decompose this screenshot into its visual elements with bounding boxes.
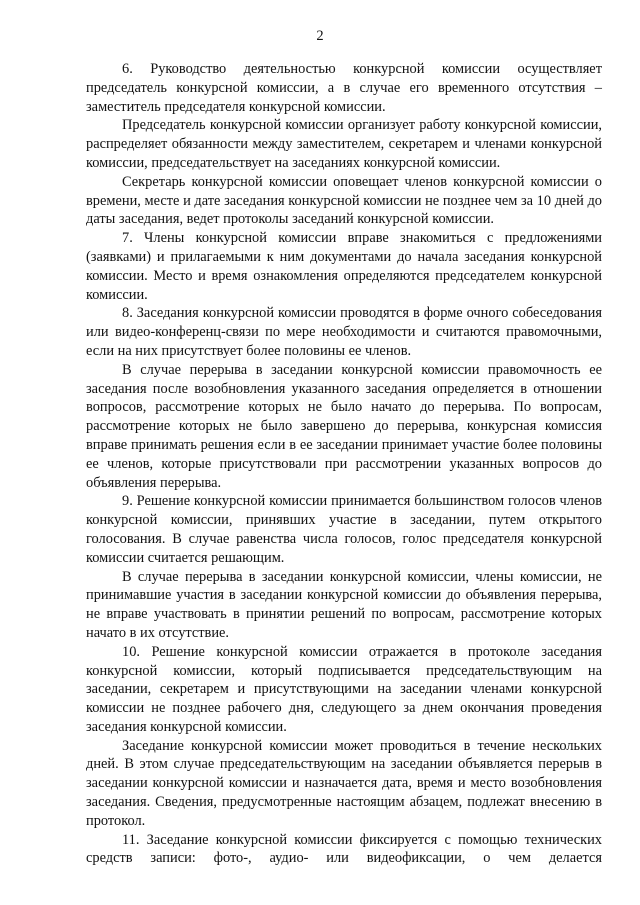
paragraph-11-recording: 11. Заседание конкурсной комиссии фиксируется с помощью технических средств записи: фото-, аудио- или видеофиксации, о чем делается: [86, 831, 602, 867]
paragraph-8-meetings: 8. Заседания конкурсной комиссии проводятся в форме очного собеседования или видео-конференц-связи по мере необходимости и считаются правомочными, если на них присутствует более половины ее членов.: [86, 305, 602, 359]
paragraph-6-leadership: 6. Руководство деятельностью конкурсной комиссии осуществляет председатель конкурсной комиссии, а в случае его временного отсутствия – заместитель председателя конкурсной комиссии.: [86, 61, 602, 115]
paragraph-7-members-rights: 7. Члены конкурсной комиссии вправе знакомиться с предложениями (заявками) и прилагаемыми к ним документами до начала заседания конкурсной комиссии. Место и время ознакомления определяются председателем конкурсной комиссии.: [86, 230, 602, 303]
paragraph-meeting-break: В случае перерыва в заседании конкурсной комиссии правомочность ее заседания после возобновления указанного заседания определяется в отношении вопросов, рассмотрение которых не было начато до перерыва. По вопросам, рассмотрение которых не было завершено до перерыва, конкурсная комиссия вправе принимать решения если в ее заседании принимает участие более половины ее членов, которые присутствовали при рассмотрении указанных вопросов до объявления перерыва.: [86, 361, 602, 491]
paragraph-10-protocol: 10. Решение конкурсной комиссии отражается в протоколе заседания конкурсной комиссии, который подписывается председательствующим на заседании, секретарем и присутствующими на заседании членами конкурсной комиссии не позднее рабочего дня, следующего за днем окончания проведения заседания конкурсной комиссии.: [86, 643, 602, 735]
document-body: [86, 60, 602, 868]
paragraph-break-participation: В случае перерыва в заседании конкурсной комиссии, члены комиссии, не принимавшие участия в заседании конкурсной комиссии до объявления перерыва, не вправе участвовать в принятии решений по вопросам, рассмотрение которых начато в их отсутствие.: [86, 568, 602, 641]
page-number: 2: [316, 28, 324, 44]
paragraph-chairman-duties: Председатель конкурсной комиссии организует работу конкурсной комиссии, распределяет обязанности между заместителем, секретарем и членами конкурсной комиссии, председательствует на заседаниях конкурсной комиссии.: [86, 117, 602, 171]
paragraph-9-decisions: 9. Решение конкурсной комиссии принимается большинством голосов членов конкурсной комиссии, принявших участие в заседании, путем открытого голосования. В случае равенства числа голосов, голос председателя конкурсной комиссии считается решающим.: [86, 493, 602, 566]
paragraph-secretary-duties: Секретарь конкурсной комиссии оповещает членов конкурсной комиссии о времени, месте и дате заседания конкурсной комиссии не позднее чем за 10 дней до даты заседания, ведет протоколы заседаний конкурсной комиссии.: [86, 173, 602, 228]
paragraph-multi-day-meeting: Заседание конкурсной комиссии может проводиться в течение нескольких дней. В этом случае председательствующим на заседании объявляется перерыв в заседании конкурсной комиссии и назначается дата, время и место возобновления заседания. Сведения, предусмотренные настоящим абзацем, подлежат внесению в протокол.: [86, 737, 602, 829]
